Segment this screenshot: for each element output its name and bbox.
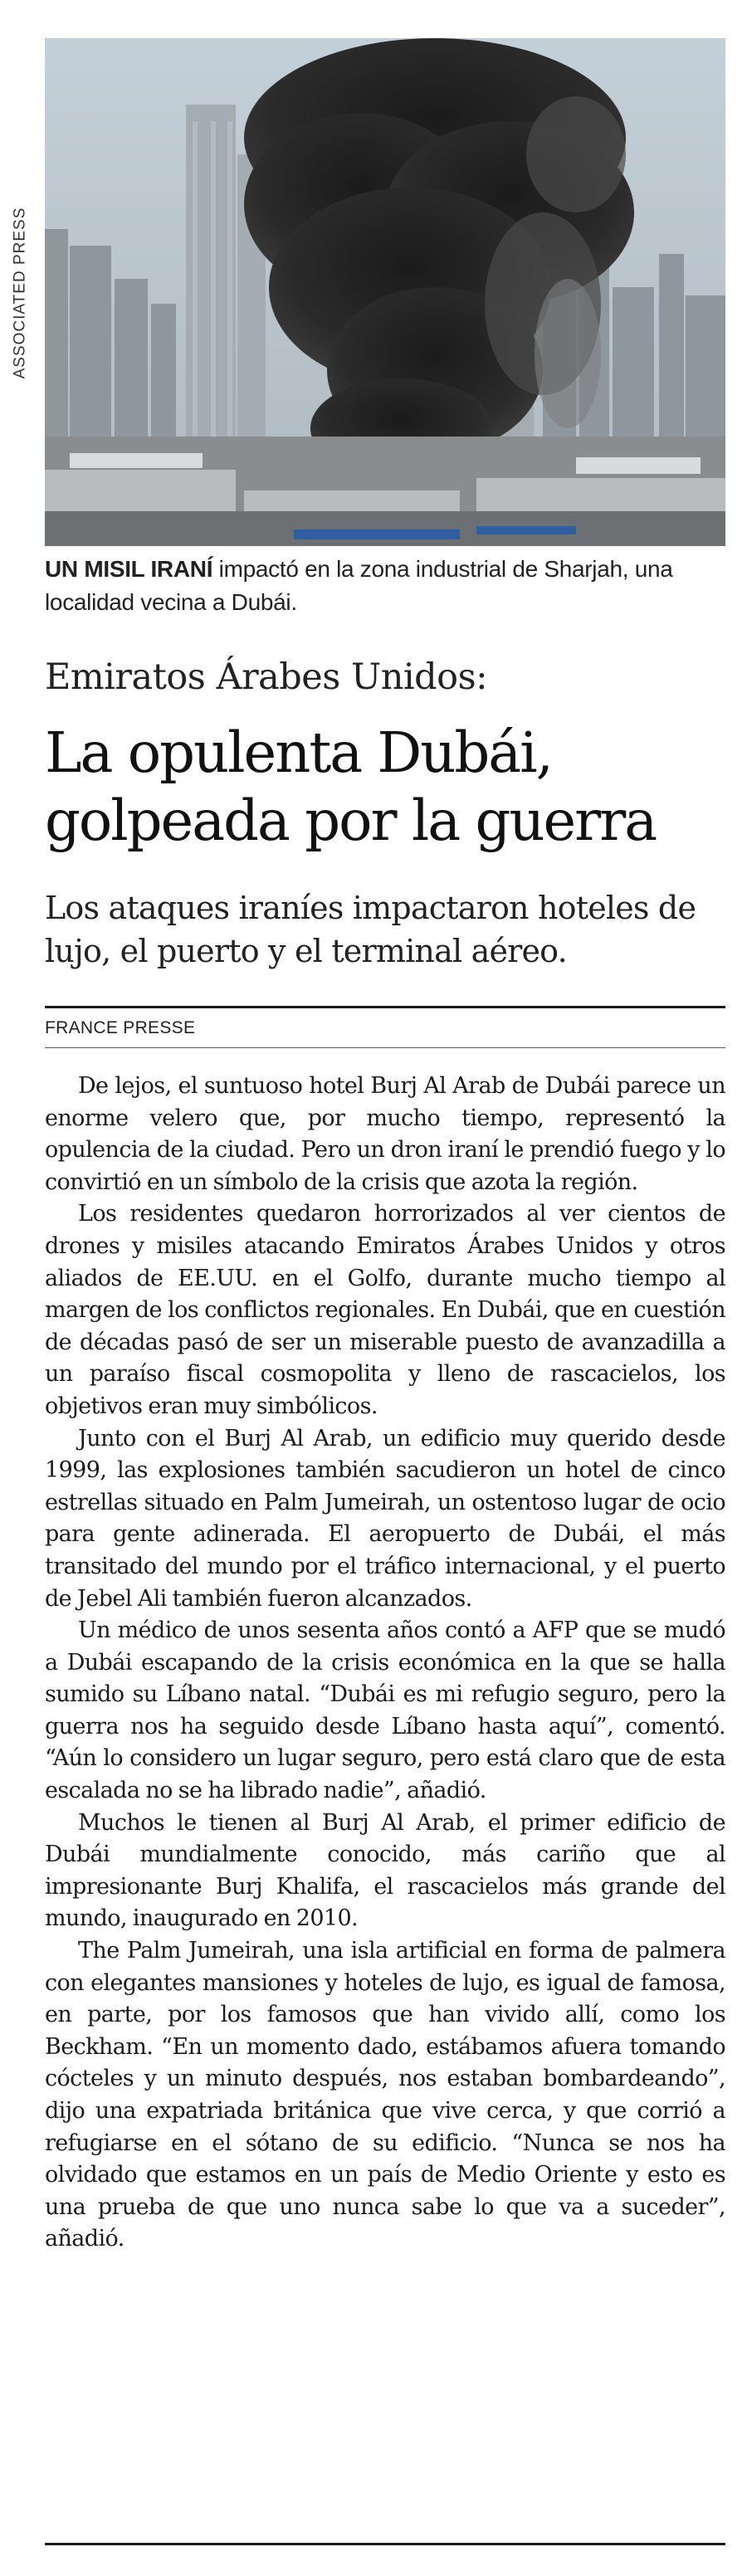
article-paragraph: Un médico de unos sesenta años contó a AFP que se mudó a Dubái escapando de la crisis económica en la que se halla sumido su Líbano natal. “Dubái es mi refugio seguro, pero la guerra nos ha seguido desde Líbano hasta aquí”, comentó. “Aún lo considero un lugar seguro, pero está claro que de esta escalada no se ha librado nadie”, añadió. <box>45 1617 725 1804</box>
photo-caption <box>45 553 725 619</box>
article-headline: La opulenta Dubái, golpeada por la guerra <box>45 720 657 853</box>
article-paragraph: The Palm Jumeirah, una isla artificial en forma de palmera con elegantes mansiones y hoteles de lujo, es igual de famosa, en parte, por los famosos que han vivido allí, como los Beckham. “En un momento dado, estábamos afuera tomando cócteles y un minuto después, nos estaban bombardeando”, dijo una expatriada británica que vive cerca, y que corrió a refugiarse en el sótano de su edificio. “Nunca se nos ha olvidado que estamos en un país de Medio Oriente y esto es una prueba de que uno nunca sabe lo que va a suceder”, añadió. <box>45 1938 725 2252</box>
article-subhead: Los ataques iraníes impactaron hoteles de lujo, el puerto y el terminal aéreo. <box>45 890 696 969</box>
byline-top-rule <box>45 1006 725 1008</box>
article-paragraph: Junto con el Burj Al Arab, un edificio muy querido desde 1999, las explosiones también sacudieron un hotel de cinco estrellas situado en Palm Jumeirah, un ostentoso lugar de ocio para gente adinerada. El aeropuerto de Dubái, el más transitado del mundo por el tráfico internacional, y el puerto de Jebel Ali también fueron alcanzados. <box>45 1425 725 1612</box>
caption-text: impactó en la zona industrial de Sharjah, una localidad vecina a Dubái. <box>45 556 673 615</box>
photo-credit-text: ASSOCIATED PRESS <box>11 207 29 378</box>
byline-bottom-rule <box>45 1047 725 1048</box>
caption-lead: UN MISIL IRANÍ <box>45 556 213 582</box>
article-paragraph: Muchos le tienen al Burj Al Arab, el primer edificio de Dubái mundialmente conocido, más cariño que al impresionante Burj Khalifa, el rascacielos más grande del mundo, inaugurado en 2010. <box>45 1809 725 1932</box>
article-paragraph: Los residentes quedaron horrorizados al ver cientos de drones y misiles atacando Emiratos Árabes Unidos y otros aliados de EE.UU. en el Golfo, durante mucho tiempo al margen de los conflictos regionales. En Dubái, que en cuestión de décadas pasó de ser un miserable puesto de avanzadilla a un paraíso fiscal cosmopolita y lleno de rascacielos, los objetivos eran muy simbólicos. <box>45 1201 725 1419</box>
article-kicker: Emiratos Árabes Unidos: <box>45 656 488 698</box>
smoke-skyline-illustration <box>45 38 725 546</box>
article-byline: FRANCE PRESSE <box>45 1018 196 1037</box>
news-photo-smoke-sharjah <box>45 38 725 546</box>
article-paragraph: De lejos, el suntuoso hotel Burj Al Arab de Dubái parece un enorme velero que, por mucho tiempo, representó la opulencia de la ciudad. Pero un dron iraní le prendió fuego y lo convirtió en un símbolo de la crisis que azota la región. <box>45 1073 725 1195</box>
article-body <box>45 1071 725 2256</box>
photo-credit <box>2 50 38 535</box>
article-end-rule <box>45 2543 725 2545</box>
